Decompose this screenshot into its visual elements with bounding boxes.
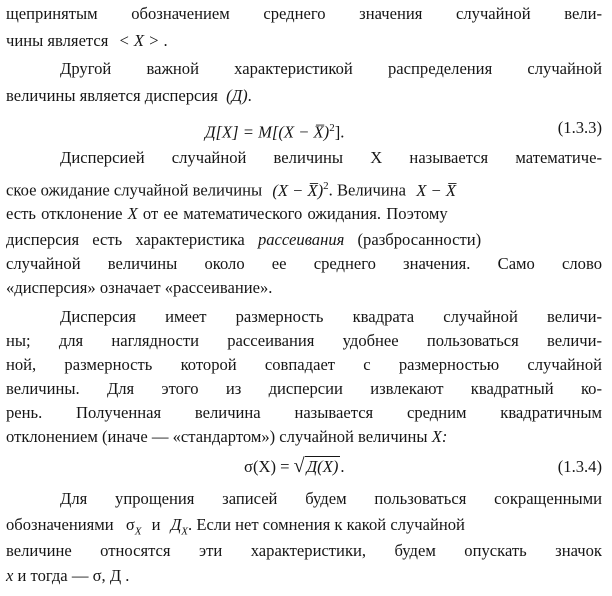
equation-number-2: (1.3.4) [557, 457, 602, 476]
equation-1-3-3: Д[X] = M[(X − X̅)$^2$]. [205, 122, 345, 142]
text-line-18: обозначениями $\sigma_X$ и $Д_X$. Если нет сомнения к какой случайной [6, 515, 465, 538]
text-line-19: величине относятся эти характеристики, будем опускать значок [6, 541, 602, 560]
text-line-13: ной, размерность которой совпадает с размерностью случайной [6, 355, 602, 374]
text-line-15: рень. Полученная величина называется средним квадратичным [6, 403, 602, 422]
text-line-12: ны; для наглядности рассеивания удобнее пользоваться величи- [6, 331, 602, 350]
equation-1-3-4: σ(X) = √ Д(X) . [244, 455, 345, 477]
text-line-10: «дисперсия» означает «рассеивание». [6, 278, 273, 297]
text-line-6: ское ожидание случайной величины (X − X̅)$^2$. Величина X − X̅ [6, 180, 456, 200]
text-line-5: Дисперсией случайной величины X называется математиче- [60, 148, 602, 167]
dispersion-symbol: (Д) [226, 86, 248, 105]
text-line-3: Другой важной характеристикой распределения случайной [60, 59, 602, 78]
text-line-4: величины является дисперсия (Д). [6, 86, 252, 105]
text-line-16: отклонением (иначе — «стандартом») случайной величины X: [6, 427, 448, 446]
text-line-11: Дисперсия имеет размерность квадрата случайной величи- [60, 307, 602, 326]
text-line-7: есть отклонение X от ее математического ожидания. Поэтому [6, 204, 448, 223]
text-line-1: щепринятым обозначением среднего значения случайной вели- [6, 4, 602, 23]
mean-notation: < X > [118, 31, 160, 50]
equation-number-1: (1.3.3) [557, 118, 602, 137]
text-line-9: случайной величины около ее среднего значения. Само слово [6, 254, 602, 273]
text-line-2: чины является < X > . [6, 31, 168, 50]
text-line-20: x и тогда — σ, Д . [6, 566, 130, 585]
text-line-17: Для упрощения записей будем пользоваться сокращенными [60, 489, 602, 508]
text-line-14: величины. Для этого из дисперсии извлекают квадратный ко- [6, 379, 602, 398]
text-line-8: дисперсия есть характеристика рассеивания (разбросанности) [6, 230, 482, 249]
